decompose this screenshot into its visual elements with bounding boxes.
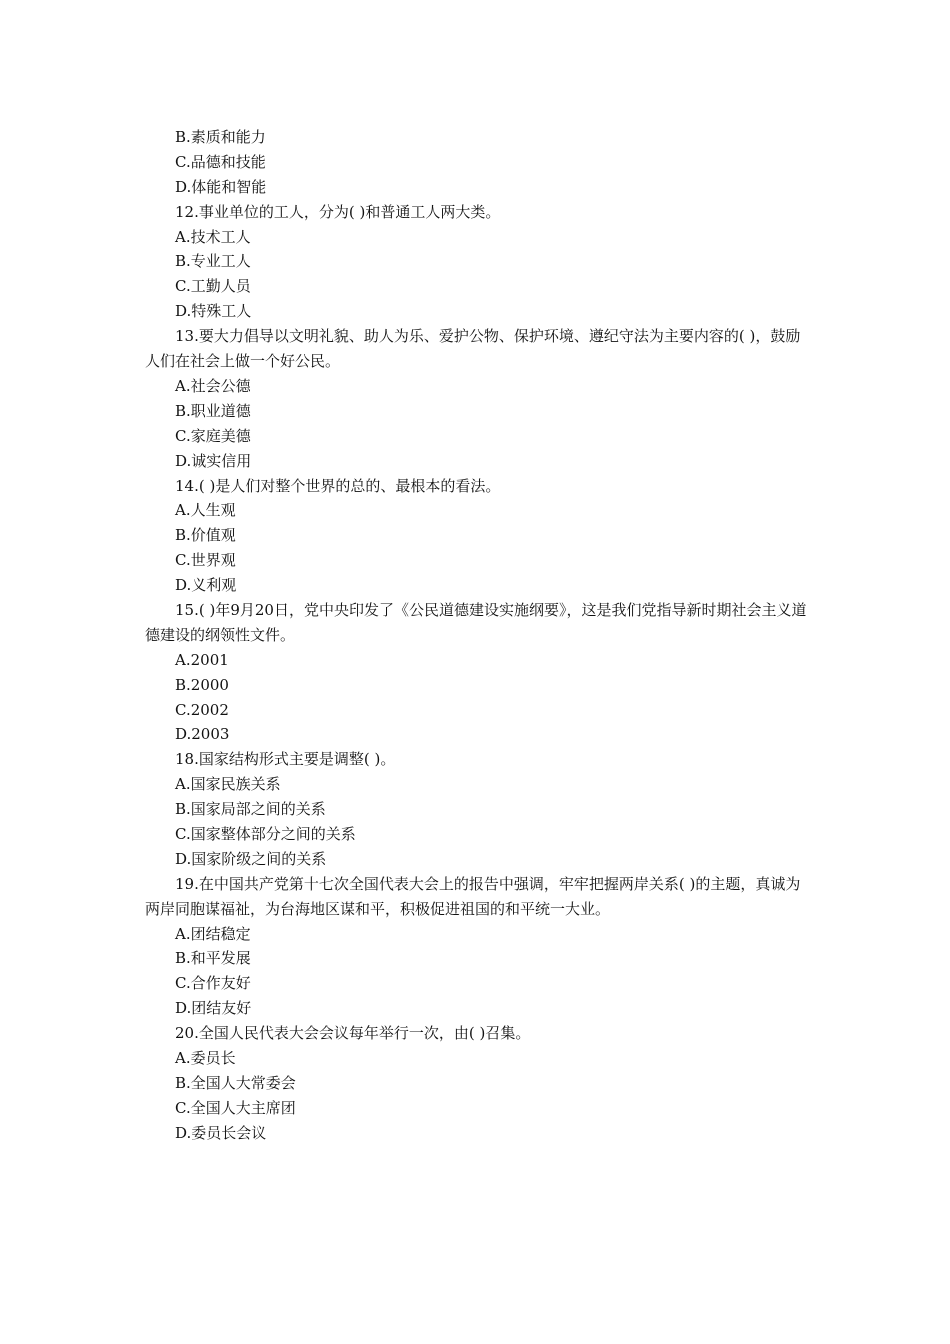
option-item: C.2002: [175, 700, 229, 719]
option-item: B.2000: [175, 675, 229, 694]
option-item: D.体能和智能: [175, 177, 267, 196]
option-item: D.诚实信用: [175, 451, 252, 470]
option-item: B.全国人大常委会: [175, 1073, 296, 1092]
option-item: C.品德和技能: [175, 152, 266, 171]
option-item: A.社会公德: [175, 376, 251, 395]
question-14: 14.( )是人们对整个世界的总的、最根本的看法。: [175, 476, 501, 495]
option-item: A.2001: [175, 650, 229, 669]
option-item: A.国家民族关系: [175, 775, 281, 794]
option-item: C.世界观: [175, 551, 236, 570]
option-item: A.技术工人: [175, 227, 251, 246]
question-18: 18.国家结构形式主要是调整( )。: [175, 750, 396, 769]
option-item: A.团结稳定: [175, 924, 251, 943]
option-item: A.委员长: [175, 1049, 236, 1068]
option-item: B.专业工人: [175, 252, 251, 271]
option-item: B.和平发展: [175, 949, 251, 968]
option-item: D.特殊工人: [175, 302, 252, 321]
option-item: D.国家阶级之间的关系: [175, 849, 327, 868]
option-item: B.价值观: [175, 526, 236, 545]
question-15: 15.( )年9月20日，党中央印发了《公民道德建设实施纲要》，这是我们党指导新时期社会主义道德建设的纲领性文件。: [145, 600, 807, 644]
option-item: B.素质和能力: [175, 128, 266, 146]
option-item: C.合作友好: [175, 974, 251, 993]
question-list: [145, 125, 810, 1146]
option-item: C.国家整体部分之间的关系: [175, 825, 356, 843]
option-item: D.义利观: [175, 576, 237, 595]
option-item: C.家庭美德: [175, 426, 251, 445]
option-item: D.2003: [175, 725, 230, 744]
option-item: C.全国人大主席团: [175, 1098, 296, 1117]
question-19: 19.在中国共产党第十七次全国代表大会上的报告中强调，牢牢把握两岸关系( )的主题，真诚为两岸同胞谋福祉，为台海地区谋和平，积极促进祖国的和平统一大业。: [145, 874, 801, 918]
option-item: C.工勤人员: [175, 277, 251, 296]
question-12: 12.事业单位的工人，分为( )和普通工人两大类。: [175, 202, 501, 221]
option-item: D.委员长会议: [175, 1123, 267, 1142]
option-item: D.团结友好: [175, 999, 252, 1018]
question-20: 20.全国人民代表大会会议每年举行一次，由( )召集。: [175, 1024, 531, 1043]
option-item: A.人生观: [175, 501, 236, 520]
option-item: B.职业道德: [175, 401, 251, 420]
option-item: B.国家局部之间的关系: [175, 800, 326, 819]
question-13: 13.要大力倡导以文明礼貌、助人为乐、爱护公物、保护环境、遵纪守法为主要内容的( )，鼓励人们在社会上做一个好公民。: [145, 327, 801, 371]
